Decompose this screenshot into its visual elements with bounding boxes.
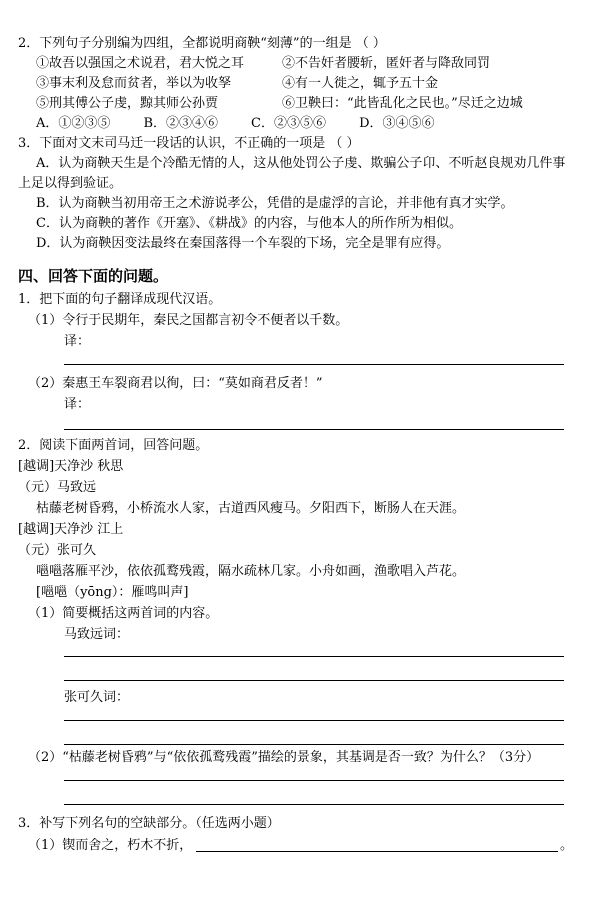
q2-option-4: ④有一人徙之，辄予五十金 (282, 76, 439, 91)
answer-line[interactable] (64, 720, 564, 721)
translate-label-1: 译： (64, 334, 91, 349)
answer-line[interactable] (64, 429, 564, 430)
poem-2-title: [越调]天净沙 江上 (18, 522, 124, 537)
fill-blank-end: 。 (560, 838, 574, 853)
zhang-label: 张可久词： (64, 690, 130, 705)
ma-label: 马致远词： (64, 627, 130, 642)
poem-1-author: （元）马致远 (18, 480, 97, 495)
q3-choice-d: D．认为商鞅因变法最终在秦国落得一个车裂的下场，完全是罪有应得。 (36, 236, 450, 251)
translate-label-2: 译： (64, 397, 91, 412)
s4-q1-stem: 1．把下面的句子翻译成现代汉语。 (18, 292, 222, 307)
s4-q1-sentence-2: （2）秦惠王车裂商君以徇，曰：“莫如商君反者！” (28, 376, 323, 391)
answer-line[interactable] (64, 364, 564, 365)
answer-line[interactable] (64, 744, 564, 745)
q3-choice-a: A．认为商鞅天生是个冷酷无情的人，这从他处罚公子虔、欺骗公子卬、不听赵良规劝几件事 (36, 156, 566, 171)
q2-option-3: ③事末利及怠而贫者，举以为收孥 (36, 76, 232, 91)
answer-line[interactable] (64, 804, 564, 805)
poem-1-text: 枯藤老树昏鸦，小桥流水人家，古道西风瘦马。夕阳西下，断肠人在天涯。 (36, 501, 466, 516)
s4-q2-sub1: （1）简要概括这两首词的内容。 (28, 606, 219, 621)
fill-blank-line[interactable] (196, 851, 558, 852)
section-heading: 四、回答下面的问题。 (18, 267, 169, 285)
s4-q3-stem: 3．补写下列名句的空缺部分。（任选两小题） (18, 816, 280, 831)
q2-option-1: ①故吾以强国之术说君，君大悦之耳 (36, 56, 245, 71)
s4-q2-stem: 2．阅读下面两首词，回答问题。 (18, 438, 209, 453)
q3-choice-c: C．认为商鞅的著作《开塞》、《耕战》的内容，与他本人的所作所为相似。 (36, 216, 462, 231)
answer-line[interactable] (64, 680, 564, 681)
q2-option-6: ⑥卫鞅曰：“此皆乱化之民也。”尽迁之边城 (282, 96, 523, 111)
s4-q1-sentence-1: （1）令行于民期年，秦民之国都言初令不便者以千数。 (28, 313, 349, 328)
poem-2-author: （元）张可久 (18, 543, 97, 558)
s4-q2-sub2: （2）“枯藤老树昏鸦”与“依依孤鹜残霞”描绘的景象，其基调是否一致？为什么？（3分） (28, 750, 540, 765)
s4-q3-sentence-1: （1）锲而舍之，朽木不折， (28, 838, 193, 853)
answer-line[interactable] (64, 656, 564, 657)
q3-choice-a-cont: 上足以得到验证。 (18, 176, 123, 191)
q2-option-5: ⑤刑其傅公子虔，黥其师公孙贾 (36, 96, 219, 111)
answer-line[interactable] (64, 780, 564, 781)
q2-stem: 2．下列句子分别编为四组，全都说明商鞅“刻薄”的一组是 （ ） (18, 36, 386, 51)
poem-1-title: [越调]天净沙 秋思 (18, 459, 124, 474)
poem-2-text: 嗈嗈落雁平沙，依依孤鹜残霞，隔水疏林几家。小舟如画，渔歌唱入芦花。 (36, 564, 466, 579)
poem-note: [嗈嗈（yōng）：雁鸣叫声] (36, 585, 189, 600)
q2-option-2: ②不告奸者腰斩，匿奸者与降敌同罚 (282, 56, 491, 71)
q3-choice-b: B．认为商鞅当初用帝王之术游说孝公，凭借的是虚浮的言论，并非他有真才实学。 (36, 196, 514, 211)
q2-choices: A．①②③⑤ B．②③④⑥ C．②③⑤⑥ D．③④⑤⑥ (36, 116, 435, 131)
q3-stem: 3．下面对文末司马迁一段话的认识，不正确的一项是 （ ） (18, 136, 360, 151)
